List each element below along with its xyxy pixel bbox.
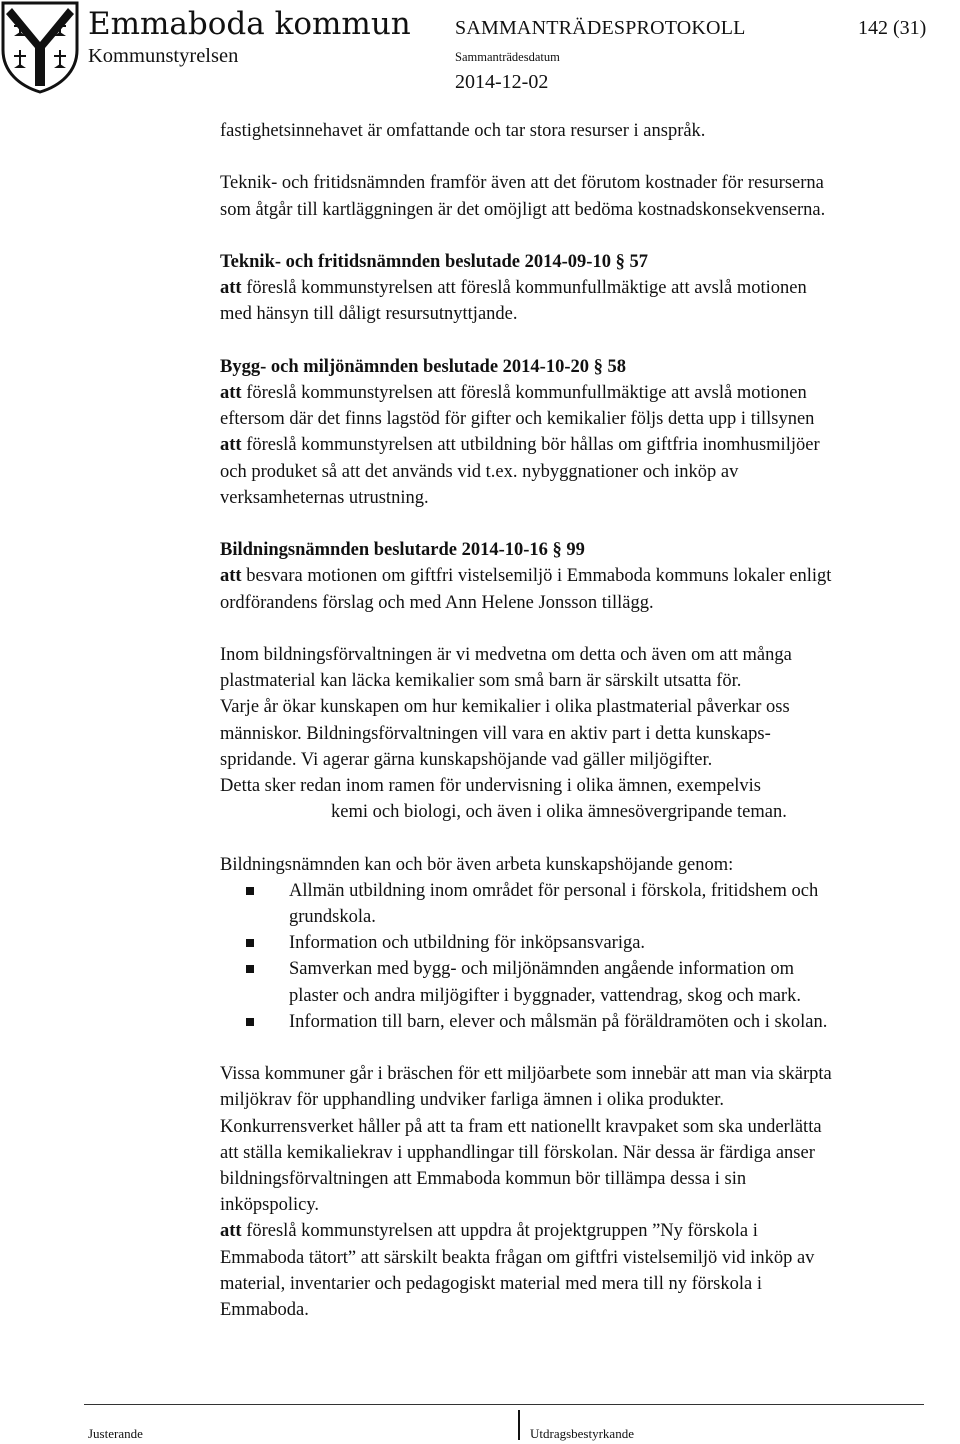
decision-text: föreslå kommunstyrelsen att utbildning bör hållas om giftfria inomhusmiljöer [241,435,820,456]
decision-line [220,275,955,301]
paragraph-line: Inom bildningsförvaltningen är vi medvetna om detta och även om att många [220,644,792,665]
organization-name: Emmaboda kommun [88,6,411,42]
att-keyword: att [220,435,242,456]
decision-heading-teknik: Teknik- och fritidsnämnden beslutade 2014-09-10 § 57 [220,251,648,272]
square-bullet-icon [246,887,254,895]
decision-line: eftersom där det finns lagstöd för gifter och kemikalier följs detta upp i tillsynen [220,409,815,430]
square-bullet-icon [246,1018,254,1026]
list-item-text: plaster och andra miljögifter i byggnader, vattendrag, skog och mark. [289,985,801,1006]
paragraph-line: inköpspolicy. [220,1195,320,1216]
list-item-text: Samverkan med bygg- och miljönämnden angående information om [289,959,795,980]
square-bullet-icon [246,965,254,973]
square-bullet-icon [246,939,254,947]
paragraph-line: miljökrav för upphandling undviker farliga ämnen i olika produkter. [220,1090,724,1111]
decision-heading-bildning: Bildningsnämnden beslutarde 2014-10-16 § 99 [220,540,585,561]
municipality-coat-of-arms-logo [0,0,80,94]
paragraph-line: Vissa kommuner går i bräschen för ett miljöarbete som innebär att man via skärpta [220,1064,832,1085]
decision-line [220,563,955,589]
decision-line: ordförandens förslag och med Ann Helene Jonsson tillägg. [220,592,654,613]
list-item [220,930,955,956]
page-number: 142 (31) [858,17,927,39]
att-keyword: att [220,566,242,587]
decision-text: föreslå kommunstyrelsen att uppdra åt projektgruppen ”Ny förskola i [241,1221,758,1242]
meeting-date-label: Sammanträdesdatum [455,50,560,64]
decision-text: föreslå kommunstyrelsen att föreslå kommunfullmäktige att avslå motionen [241,278,807,299]
paragraph-line: Varje år ökar kunskapen om hur kemikalier i olika plastmaterial påverkar oss [220,697,790,718]
att-keyword: att [220,278,242,299]
paragraph-line: som åtgår till kartläggningen är det omöjligt att bedöma kostnadskonsekvenserna. [220,199,826,220]
decision-line [220,1218,955,1244]
decision-text: besvara motionen om giftfri vistelsemiljö i Emmaboda kommuns lokaler enligt [241,566,832,587]
paragraph-line: Teknik- och fritidsnämnden framför även att det förutom kostnader för resurserna [220,173,824,194]
signature-divider [518,1410,520,1440]
list-intro: Bildningsnämnden kan och bör även arbeta kunskapshöjande genom: [220,854,734,875]
bullet-list [220,878,955,1035]
meeting-date: 2014-12-02 [455,71,549,93]
department-name: Kommunstyrelsen [88,45,239,67]
decision-line [220,432,955,458]
paragraph-line: att ställa kemikaliekrav i upphandlingar till förskolan. När dessa är färdiga anser [220,1142,815,1163]
decision-line: material, inventarier och pedagogiskt material med mera till ny förskola i [220,1273,762,1294]
decision-line [220,380,955,406]
footer-justerande-label: Justerande [88,1426,143,1441]
paragraph-line: spridande. Vi agerar gärna kunskapshöjande vad gäller miljögifter. [220,749,713,770]
paragraph: fastighetsinnehavet är omfattande och tar stora resurser i anspråk. [220,121,706,141]
list-item [220,878,955,930]
list-item-text: Information och utbildning för inköpsansvariga. [289,933,646,954]
footer-divider [84,1404,924,1405]
att-keyword: att [220,1221,242,1242]
paragraph-line: kemi och biologi, och även i olika ämnesövergripande teman. [331,802,787,823]
decision-line: Emmaboda tätort” att särskilt beakta frågan om giftfri vistelsemiljö vid inköp av [220,1247,815,1268]
decision-line: verksamheternas utrustning. [220,487,429,508]
decision-text: föreslå kommunstyrelsen att föreslå kommunfullmäktige att avslå motionen [241,382,807,403]
list-item-text: Information till barn, elever och målsmän på föräldramöten och i skolan. [289,1011,828,1032]
paragraph-line: plastmaterial kan läcka kemikalier som små barn är särskilt utsatta för. [220,671,742,692]
list-item-text: Allmän utbildning inom området för personal i förskola, fritidshem och [289,880,819,901]
decision-line: med hänsyn till dåligt resursutnyttjande. [220,304,518,325]
list-item [220,956,955,1008]
protocol-body [220,118,955,1323]
list-item [220,1009,955,1035]
decision-line: och produket så att det används vid t.ex. nybyggnationer och inköp av [220,461,739,482]
decision-line: Emmaboda. [220,1300,309,1321]
list-item-text: grundskola. [289,907,376,927]
document-type: SAMMANTRÄDESPROTOKOLL [455,17,746,39]
footer-utdragsbestyrkande-label: Utdragsbestyrkande [530,1426,634,1441]
paragraph-line: Konkurrensverket håller på att ta fram ett nationellt kravpaket som ska underlätta [220,1116,822,1137]
att-keyword: att [220,382,242,403]
paragraph-line: människor. Bildningsförvaltningen vill vara en aktiv part i detta kunskaps- [220,723,771,744]
paragraph-line: Detta sker redan inom ramen för undervisning i olika ämnen, exempelvis [220,776,761,796]
paragraph-line: bildningsförvaltningen att Emmaboda kommun bör tillämpa dessa i sin [220,1169,747,1190]
decision-heading-bygg: Bygg- och miljönämnden beslutade 2014-10-20 § 58 [220,356,626,377]
